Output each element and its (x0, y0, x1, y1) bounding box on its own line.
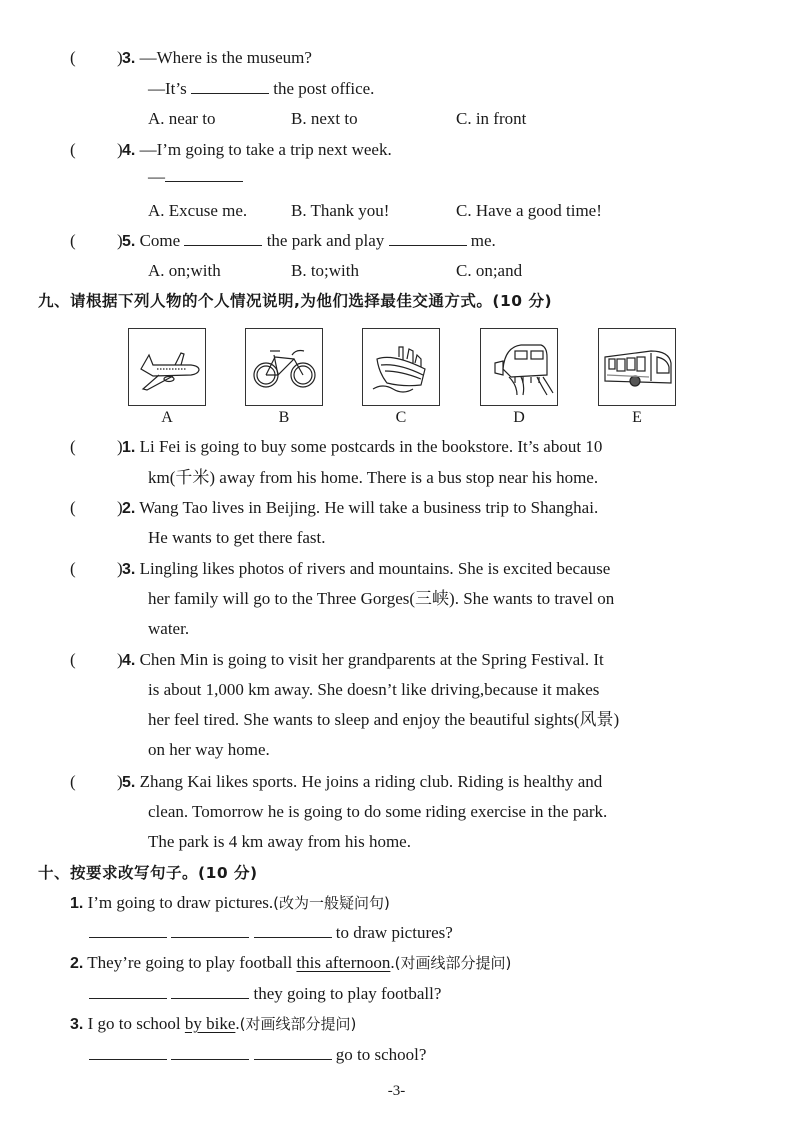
picture-label-a: A (161, 409, 173, 426)
question-text: Wang Tao lives in Beijing. He will take a business trip to Shanghai. (139, 498, 599, 517)
question-text: Chen Min is going to visit her grandparents at the Spring Festival. It (139, 650, 604, 669)
question-9-3-line2: her family will go to the Three Gorges(三峡). She wants to travel on (148, 589, 615, 608)
answer-paren-close: ) (117, 559, 123, 578)
answer-line-10-3 (89, 1044, 426, 1066)
question-9-1-line2: km(千米) away from his home. There is a bus stop near his home. (148, 468, 599, 487)
picture-label-c: C (395, 409, 407, 426)
question-text: —It’s (148, 79, 187, 98)
answer-paren-open: ( (70, 772, 76, 791)
question-8-4-line2 (148, 166, 243, 188)
picture-label-e: E (632, 409, 642, 426)
answer-paren-open: ( (70, 498, 76, 517)
question-8-3-line2 (148, 78, 374, 100)
option-c: C. in front (456, 109, 527, 128)
question-text: Come (139, 231, 181, 250)
option-a: A. on;with (148, 261, 221, 280)
question-8-4-line1 (122, 139, 392, 162)
answer-paren-open: ( (70, 650, 76, 669)
section-9-heading: 九、请根据下列人物的个人情况说明,为他们选择最佳交通方式。(10 分) (38, 292, 553, 310)
answer-blank[interactable] (389, 231, 467, 246)
answer-paren-close: ) (117, 650, 123, 669)
question-number: 3. (122, 561, 136, 578)
picture-box-c (362, 328, 440, 406)
question-text: I go to school (87, 1014, 181, 1033)
bicycle-icon (246, 329, 322, 405)
answer-blank[interactable] (89, 923, 167, 938)
question-9-5-line2: clean. Tomorrow he is going to do some riding exercise in the park. (148, 802, 608, 821)
underlined-phrase: by bike (184, 1014, 236, 1033)
question-text: —I’m going to take a trip next week. (139, 140, 392, 159)
question-9-4-line2: is about 1,000 km away. She doesn’t like driving,because it makes (148, 680, 600, 699)
question-9-4-line1 (122, 649, 604, 672)
answer-blank[interactable] (254, 923, 332, 938)
option-b: B. next to (291, 109, 358, 128)
question-number: 1. (70, 895, 84, 912)
question-number: 4. (122, 142, 136, 159)
question-9-2-line1 (122, 497, 598, 520)
question-text: Li Fei is going to buy some postcards in the bookstore. It’s about 10 (139, 437, 603, 456)
bus-icon (599, 329, 675, 405)
question-9-4-line4: on her way home. (148, 740, 270, 759)
question-text: I’m going to draw pictures. (87, 893, 274, 912)
question-number: 5. (122, 774, 136, 791)
answer-blank[interactable] (171, 984, 249, 999)
question-number: 2. (122, 500, 136, 517)
answer-paren-close: ) (117, 437, 123, 456)
question-text: the post office. (273, 79, 375, 98)
option-c: C. on;and (456, 261, 523, 280)
picture-box-b (245, 328, 323, 406)
question-9-5-line3: The park is 4 km away from his home. (148, 832, 411, 851)
question-text: the park and play (266, 231, 385, 250)
picture-label-b: B (278, 409, 290, 426)
question-text: . (390, 953, 395, 972)
answer-paren-open: ( (70, 437, 76, 456)
question-9-2-line2: He wants to get there fast. (148, 528, 326, 547)
question-text: me. (470, 231, 496, 250)
question-text: Zhang Kai likes sports. He joins a riding club. Riding is healthy and (139, 772, 603, 791)
answer-blank[interactable] (184, 231, 262, 246)
options-row (148, 108, 408, 130)
airplane-icon (129, 329, 205, 405)
underlined-phrase: this afternoon (296, 953, 391, 972)
answer-line-10-2 (89, 983, 441, 1005)
answer-paren-close: ) (117, 498, 123, 517)
question-10-1 (70, 892, 390, 915)
answer-blank[interactable] (165, 167, 243, 182)
question-9-3-line1 (122, 558, 610, 581)
answer-paren-close: ) (117, 48, 123, 67)
answer-blank[interactable] (171, 923, 249, 938)
answer-blank[interactable] (171, 1045, 249, 1060)
option-c: C. Have a good time! (456, 201, 602, 220)
question-instruction: (改为一般疑问句) (273, 894, 390, 912)
answer-paren-open: ( (70, 559, 76, 578)
answer-line-10-1 (89, 922, 453, 944)
answer-paren-open: ( (70, 48, 76, 67)
picture-box-a (128, 328, 206, 406)
question-8-5-line1 (122, 230, 496, 253)
answer-blank[interactable] (89, 1045, 167, 1060)
picture-box-e (598, 328, 676, 406)
question-number: 3. (122, 50, 136, 67)
question-9-3-line3: water. (148, 619, 190, 638)
question-10-3 (70, 1013, 356, 1036)
question-text: They’re going to play football (87, 953, 293, 972)
answer-paren-close: ) (117, 231, 123, 250)
question-10-2 (70, 952, 511, 975)
ship-icon (363, 329, 439, 405)
question-text: . (235, 1014, 240, 1033)
option-b: B. Thank you! (291, 201, 390, 220)
answer-tail-text: go to school? (335, 1045, 427, 1064)
question-number: 2. (70, 955, 84, 972)
option-a: A. Excuse me. (148, 201, 248, 220)
question-number: 3. (70, 1016, 84, 1033)
question-9-1-line1 (122, 436, 602, 459)
answer-paren-open: ( (70, 231, 76, 250)
section-10-heading: 十、按要求改写句子。(10 分) (38, 864, 258, 882)
question-9-5-line1 (122, 771, 602, 794)
picture-label-d: D (513, 409, 525, 426)
answer-blank[interactable] (191, 79, 269, 94)
question-text: —Where is the museum? (139, 48, 312, 67)
question-number: 4. (122, 652, 136, 669)
question-instruction: (对画线部分提问) (239, 1015, 357, 1033)
answer-blank[interactable] (89, 984, 167, 999)
question-8-3-line1 (122, 47, 312, 70)
question-number: 1. (122, 439, 136, 456)
option-a: A. near to (148, 109, 216, 128)
answer-paren-close: ) (117, 140, 123, 159)
answer-blank[interactable] (254, 1045, 332, 1060)
answer-tail-text: they going to play football? (253, 984, 442, 1003)
picture-box-d (480, 328, 558, 406)
question-text: Lingling likes photos of rivers and mountains. She is excited because (139, 559, 611, 578)
question-text: — (148, 167, 165, 186)
train-icon (481, 329, 557, 405)
question-9-4-line3: her feel tired. She wants to sleep and enjoy the beautiful sights(风景) (148, 710, 620, 729)
page-number: -3- (387, 1083, 406, 1099)
question-number: 5. (122, 233, 136, 250)
answer-paren-open: ( (70, 140, 76, 159)
option-b: B. to;with (291, 261, 360, 280)
question-instruction: (对画线部分提问) (394, 954, 512, 972)
answer-tail-text: to draw pictures? (335, 923, 453, 942)
answer-paren-close: ) (117, 772, 123, 791)
